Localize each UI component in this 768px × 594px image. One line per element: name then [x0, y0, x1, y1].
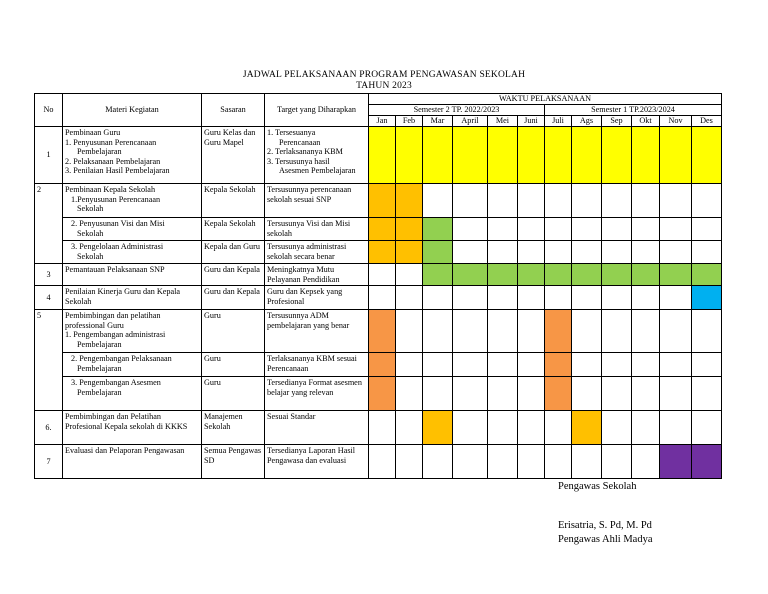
- schedule-cell: [660, 445, 692, 479]
- schedule-cell: [572, 184, 602, 218]
- schedule-cell: [545, 353, 572, 377]
- schedule-cell: [423, 218, 453, 241]
- row-number: 3: [35, 264, 63, 286]
- schedule-cell: [423, 127, 453, 184]
- header-target: Target yang Diharapkan: [265, 94, 369, 127]
- schedule-cell: [518, 218, 545, 241]
- schedule-cell: [423, 286, 453, 310]
- schedule-cell: [632, 218, 660, 241]
- month-jun: Juni: [518, 116, 545, 127]
- schedule-cell: [396, 353, 423, 377]
- schedule-cell: [632, 286, 660, 310]
- schedule-cell: [453, 286, 488, 310]
- schedule-cell: [423, 264, 453, 286]
- schedule-cell: [572, 127, 602, 184]
- table-row: [35, 310, 722, 353]
- schedule-cell: [572, 411, 602, 445]
- schedule-cell: [692, 127, 722, 184]
- sasaran-cell: Guru dan Kepala: [202, 286, 265, 310]
- schedule-cell: [545, 127, 572, 184]
- schedule-cell: [369, 411, 396, 445]
- row-number: 6.: [35, 411, 63, 445]
- materi-cell: 2. Penyusunan Visi dan Misi Sekolah: [63, 218, 202, 241]
- schedule-cell: [660, 264, 692, 286]
- schedule-cell: [572, 264, 602, 286]
- materi-cell: 3. Pengelolaan Administrasi Sekolah: [63, 241, 202, 264]
- schedule-cell: [660, 127, 692, 184]
- row-number: 2: [35, 184, 63, 264]
- table-row: [35, 218, 722, 241]
- schedule-cell: [453, 310, 488, 353]
- sasaran-cell: Guru: [202, 310, 265, 353]
- materi-cell: Pembimbingan dan Pelatihan Profesional Kepala sekolah di KKKS: [63, 411, 202, 445]
- header-materi: Materi Kegiatan: [63, 94, 202, 127]
- schedule-cell: [660, 184, 692, 218]
- schedule-cell: [545, 241, 572, 264]
- header-semester-1: Semester 1 TP.2023/2024: [545, 105, 722, 116]
- materi-cell: 3. Pengembangan Asesmen Pembelajaran: [63, 377, 202, 411]
- target-cell: Sesuai Standar: [265, 411, 369, 445]
- schedule-cell: [518, 127, 545, 184]
- schedule-cell: [369, 286, 396, 310]
- row-number: 4: [35, 286, 63, 310]
- schedule-cell: [423, 353, 453, 377]
- table-row: [35, 286, 722, 310]
- schedule-cell: [518, 241, 545, 264]
- row-number: 5: [35, 310, 63, 411]
- schedule-cell: [660, 241, 692, 264]
- schedule-cell: [488, 286, 518, 310]
- sasaran-cell: Kepala Sekolah: [202, 218, 265, 241]
- schedule-cell: [545, 218, 572, 241]
- schedule-cell: [602, 411, 632, 445]
- header-sasaran: Sasaran: [202, 94, 265, 127]
- schedule-cell: [602, 286, 632, 310]
- schedule-cell: [369, 218, 396, 241]
- row-number: 7: [35, 445, 63, 479]
- schedule-cell: [488, 310, 518, 353]
- target-cell: Tersedianya Laporan Hasil Pengawasa dan evaluasi: [265, 445, 369, 479]
- table-row: [35, 445, 722, 479]
- header-waktu: WAKTU PELAKSANAAN: [369, 94, 722, 105]
- schedule-cell: [572, 445, 602, 479]
- sasaran-cell: Guru dan Kepala: [202, 264, 265, 286]
- schedule-cell: [369, 445, 396, 479]
- sasaran-cell: Guru: [202, 377, 265, 411]
- schedule-cell: [488, 445, 518, 479]
- schedule-cell: [453, 353, 488, 377]
- schedule-cell: [453, 411, 488, 445]
- target-cell: 1. Tersesuanya Perencanaan 2. Terlaksananya KBM 3. Tersusunya hasil Asesmen Pembelajaran: [265, 127, 369, 184]
- schedule-cell: [518, 286, 545, 310]
- schedule-cell: [396, 241, 423, 264]
- month-des: Des: [692, 116, 722, 127]
- schedule-cell: [488, 241, 518, 264]
- schedule-cell: [545, 264, 572, 286]
- schedule-cell: [602, 127, 632, 184]
- materi-cell: Pembinaan Guru 1. Penyusunan Perencanaan Pembelajaran 2. Pelaksanaan Pembelajaran 3. Penilaian Hasil Pembelajaran: [63, 127, 202, 184]
- schedule-cell: [545, 411, 572, 445]
- schedule-cell: [632, 264, 660, 286]
- schedule-cell: [518, 445, 545, 479]
- schedule-cell: [369, 310, 396, 353]
- table-row: [35, 127, 722, 184]
- schedule-cell: [488, 411, 518, 445]
- table-row: [35, 411, 722, 445]
- schedule-cell: [632, 445, 660, 479]
- target-cell: Tersusunya administrasi sekolah secara benar: [265, 241, 369, 264]
- schedule-cell: [692, 445, 722, 479]
- materi-cell: Evaluasi dan Pelaporan Pengawasan: [63, 445, 202, 479]
- schedule-cell: [545, 286, 572, 310]
- schedule-cell: [632, 184, 660, 218]
- month-nov: Nov: [660, 116, 692, 127]
- schedule-cell: [423, 310, 453, 353]
- schedule-cell: [632, 377, 660, 411]
- schedule-cell: [660, 353, 692, 377]
- schedule-cell: [488, 218, 518, 241]
- month-ags: Ags: [572, 116, 602, 127]
- table-row: [35, 264, 722, 286]
- header-no: No: [35, 94, 63, 127]
- schedule-cell: [453, 445, 488, 479]
- schedule-cell: [518, 264, 545, 286]
- materi-cell: Penilaian Kinerja Guru dan Kepala Sekolah: [63, 286, 202, 310]
- table-row: [35, 353, 722, 377]
- schedule-cell: [602, 377, 632, 411]
- schedule-cell: [423, 377, 453, 411]
- schedule-cell: [396, 127, 423, 184]
- schedule-cell: [488, 377, 518, 411]
- schedule-cell: [396, 310, 423, 353]
- target-cell: Tersedianya Format asesmen belajar yang relevan: [265, 377, 369, 411]
- schedule-cell: [453, 218, 488, 241]
- row-number: 1: [35, 127, 63, 184]
- schedule-cell: [602, 310, 632, 353]
- schedule-cell: [692, 353, 722, 377]
- schedule-cell: [692, 184, 722, 218]
- schedule-cell: [488, 353, 518, 377]
- schedule-cell: [369, 264, 396, 286]
- schedule-cell: [660, 377, 692, 411]
- schedule-cell: [602, 445, 632, 479]
- month-mei: Mei: [488, 116, 518, 127]
- signature-position: Pengawas Ahli Madya: [558, 534, 653, 545]
- schedule-cell: [545, 377, 572, 411]
- schedule-cell: [632, 127, 660, 184]
- schedule-cell: [602, 218, 632, 241]
- schedule-cell: [632, 241, 660, 264]
- table-row: [35, 241, 722, 264]
- signature-name: Erisatria, S. Pd, M. Pd: [558, 520, 652, 531]
- month-feb: Feb: [396, 116, 423, 127]
- schedule-cell: [518, 184, 545, 218]
- target-cell: Tersusunnya perencanaan sekolah sesuai SNP: [265, 184, 369, 218]
- materi-cell: 2. Pengembangan Pelaksanaan Pembelajaran: [63, 353, 202, 377]
- document-year: TAHUN 2023: [356, 81, 412, 91]
- sasaran-cell: Semua Pengawas SD: [202, 445, 265, 479]
- schedule-cell: [572, 286, 602, 310]
- schedule-cell: [396, 184, 423, 218]
- schedule-cell: [602, 241, 632, 264]
- schedule-cell: [453, 377, 488, 411]
- header-semester-2: Semester 2 TP. 2022/2023: [369, 105, 545, 116]
- schedule-cell: [692, 411, 722, 445]
- schedule-cell: [488, 264, 518, 286]
- month-jan: Jan: [369, 116, 396, 127]
- schedule-cell: [396, 286, 423, 310]
- schedule-cell: [518, 353, 545, 377]
- month-apr: April: [453, 116, 488, 127]
- schedule-cell: [423, 241, 453, 264]
- schedule-cell: [369, 184, 396, 218]
- table-row: [35, 377, 722, 411]
- schedule-cell: [453, 127, 488, 184]
- schedule-cell: [572, 310, 602, 353]
- schedule-cell: [369, 353, 396, 377]
- table-row: [35, 184, 722, 218]
- schedule-cell: [423, 445, 453, 479]
- schedule-cell: [396, 377, 423, 411]
- schedule-cell: [488, 184, 518, 218]
- schedule-cell: [660, 286, 692, 310]
- schedule-cell: [572, 218, 602, 241]
- schedule-cell: [632, 353, 660, 377]
- target-cell: Meningkatnya Mutu Pelayanan Pendidikan: [265, 264, 369, 286]
- sasaran-cell: Manajemen Sekolah: [202, 411, 265, 445]
- schedule-cell: [660, 310, 692, 353]
- materi-cell: Pemantauan Pelaksanaan SNP: [63, 264, 202, 286]
- schedule-cell: [518, 411, 545, 445]
- month-jul: Juli: [545, 116, 572, 127]
- schedule-cell: [396, 411, 423, 445]
- sasaran-cell: Guru Kelas dan Guru Mapel: [202, 127, 265, 184]
- schedule-cell: [396, 218, 423, 241]
- schedule-cell: [423, 411, 453, 445]
- month-mar: Mar: [423, 116, 453, 127]
- schedule-cell: [692, 264, 722, 286]
- schedule-table: [34, 93, 722, 479]
- month-sep: Sep: [602, 116, 632, 127]
- schedule-cell: [453, 264, 488, 286]
- schedule-cell: [602, 184, 632, 218]
- schedule-cell: [396, 264, 423, 286]
- schedule-cell: [518, 310, 545, 353]
- materi-cell: Pembinaan Kepala Sekolah 1.Penyusunan Perencanaan Sekolah: [63, 184, 202, 218]
- schedule-cell: [453, 184, 488, 218]
- schedule-cell: [572, 377, 602, 411]
- schedule-cell: [660, 411, 692, 445]
- sasaran-cell: Kepala Sekolah: [202, 184, 265, 218]
- target-cell: Tersusunya Visi dan Misi sekolah: [265, 218, 369, 241]
- sasaran-cell: Guru: [202, 353, 265, 377]
- schedule-cell: [396, 445, 423, 479]
- target-cell: Guru dan Kepsek yang Profesional: [265, 286, 369, 310]
- schedule-cell: [572, 353, 602, 377]
- schedule-cell: [632, 310, 660, 353]
- schedule-cell: [423, 184, 453, 218]
- schedule-cell: [518, 377, 545, 411]
- document-title: JADWAL PELAKSANAAN PROGRAM PENGAWASAN SEKOLAH: [242, 70, 526, 80]
- schedule-cell: [632, 411, 660, 445]
- schedule-cell: [602, 353, 632, 377]
- schedule-cell: [369, 127, 396, 184]
- schedule-cell: [692, 310, 722, 353]
- schedule-cell: [660, 218, 692, 241]
- schedule-cell: [488, 127, 518, 184]
- schedule-cell: [572, 241, 602, 264]
- schedule-cell: [545, 445, 572, 479]
- schedule-cell: [369, 377, 396, 411]
- sasaran-cell: Kepala dan Guru: [202, 241, 265, 264]
- schedule-cell: [453, 241, 488, 264]
- schedule-cell: [545, 184, 572, 218]
- schedule-cell: [692, 377, 722, 411]
- schedule-cell: [692, 218, 722, 241]
- schedule-cell: [369, 241, 396, 264]
- schedule-cell: [602, 264, 632, 286]
- materi-cell: Pembimbingan dan pelatihan professional Guru 1. Pengembangan administrasi Pembelajaran: [63, 310, 202, 353]
- signature-role: Pengawas Sekolah: [558, 481, 637, 492]
- target-cell: Tersusunnya ADM pembelajaran yang benar: [265, 310, 369, 353]
- schedule-cell: [545, 310, 572, 353]
- month-okt: Okt: [632, 116, 660, 127]
- schedule-cell: [692, 241, 722, 264]
- target-cell: Terlaksananya KBM sesuai Perencanaan: [265, 353, 369, 377]
- schedule-cell: [692, 286, 722, 310]
